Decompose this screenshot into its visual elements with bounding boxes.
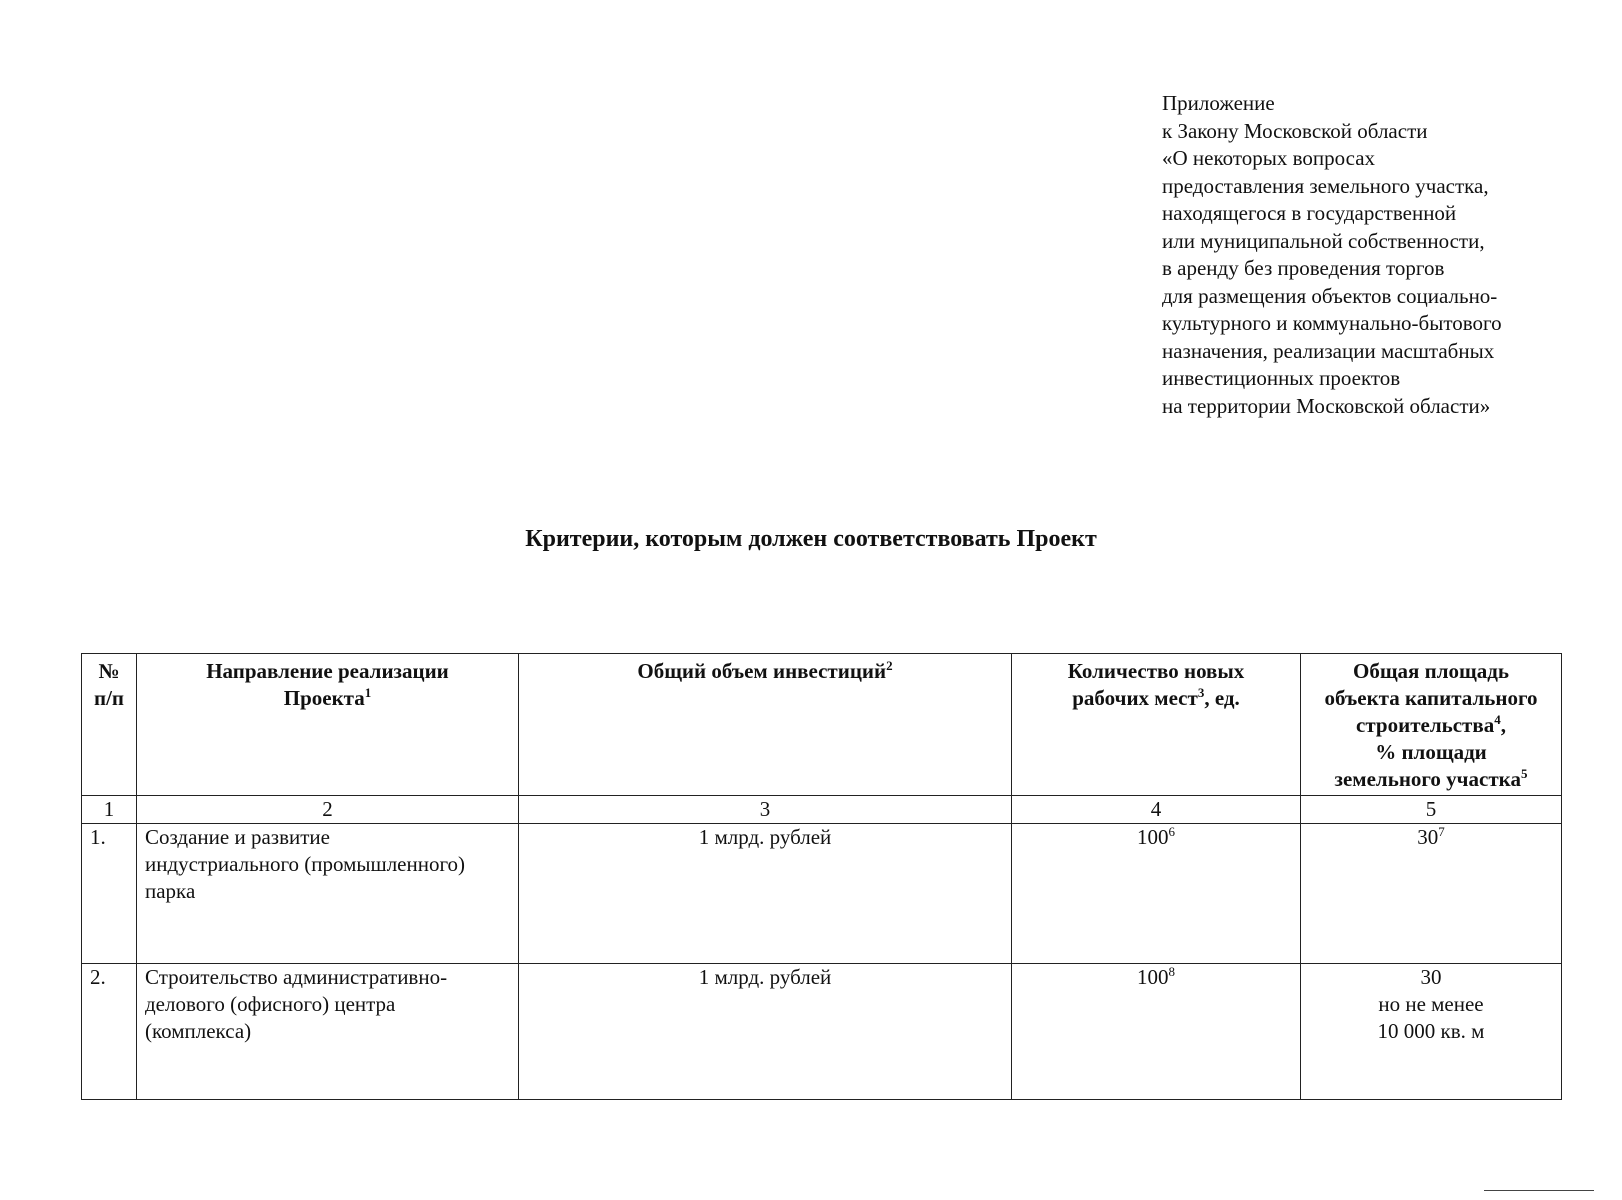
- appendix-line: назначения, реализации масштабных: [1162, 338, 1495, 363]
- header-area-line4: % площади: [1375, 740, 1487, 764]
- header-number-line2: п/п: [93, 686, 125, 710]
- header-number: [82, 654, 137, 796]
- header-area-line2: объекта капитального: [1324, 686, 1538, 710]
- header-area-comma: ,: [1500, 713, 1506, 737]
- criteria-table: [81, 653, 1562, 1100]
- row-area-line: 30: [1420, 965, 1442, 989]
- row-direction-line: делового (офисного) центра: [145, 992, 396, 1016]
- row-direction: [137, 964, 519, 1100]
- column-number: 1: [82, 796, 137, 824]
- header-area-line3: строительства: [1356, 713, 1495, 737]
- footnote-ref: 2: [886, 658, 893, 673]
- header-direction-line2: Проекта: [283, 686, 365, 710]
- header-jobs-line2: рабочих мест: [1072, 686, 1198, 710]
- row-direction-line: Создание и развитие: [145, 825, 330, 849]
- header-direction: [137, 654, 519, 796]
- appendix-line: культурного и коммунально-бытового: [1162, 311, 1502, 335]
- row-direction-line: (комплекса): [145, 1019, 252, 1043]
- document-title: Критерии, которым должен соответствовать Проект: [525, 526, 1097, 552]
- row-area: [1301, 824, 1562, 964]
- appendix-line: для размещения объектов социально-: [1162, 283, 1498, 308]
- column-number: 2: [137, 796, 519, 824]
- footnote-ref: 3: [1197, 685, 1205, 700]
- header-jobs-line1: Количество новых: [1067, 659, 1245, 683]
- row-direction: [137, 824, 519, 964]
- appendix-line: Приложение: [1162, 91, 1275, 115]
- row-area-line: но не менее: [1378, 992, 1484, 1016]
- row-direction-line: индустриального (промышленного): [145, 852, 466, 876]
- footnote-ref: 8: [1168, 964, 1175, 979]
- row-direction-line: Строительство административно-: [145, 965, 448, 989]
- appendix-line: или муниципальной собственности,: [1162, 228, 1485, 253]
- footnote-ref: 5: [1520, 766, 1528, 781]
- header-area: [1301, 654, 1562, 796]
- table-row: [82, 964, 1562, 1100]
- scan-artifact: [1484, 1190, 1594, 1193]
- appendix-block: [1162, 90, 1602, 420]
- footnote-ref: 1: [364, 685, 372, 700]
- row-area-value: 30: [1417, 825, 1439, 849]
- column-number: 5: [1301, 796, 1562, 824]
- appendix-line: находящегося в государственной: [1162, 201, 1457, 225]
- table-row: [82, 824, 1562, 964]
- appendix-line: на территории Московской области»: [1162, 393, 1491, 418]
- row-jobs: [1012, 824, 1301, 964]
- row-jobs-value: 100: [1137, 825, 1169, 849]
- appendix-line: «О некоторых вопросах: [1162, 146, 1376, 170]
- column-number: 4: [1012, 796, 1301, 824]
- row-area-line: 10 000 кв. м: [1377, 1019, 1485, 1043]
- row-number: 1.: [82, 824, 137, 964]
- header-jobs: [1012, 654, 1301, 796]
- row-area: [1301, 964, 1562, 1100]
- header-jobs-unit: , ед.: [1204, 686, 1240, 710]
- header-investment: [519, 654, 1012, 796]
- appendix-line: в аренду без проведения торгов: [1162, 256, 1445, 280]
- header-investment-label: Общий объем инвестиций: [637, 659, 887, 683]
- row-investment: 1 млрд. рублей: [519, 964, 1012, 1100]
- row-jobs-value: 100: [1137, 965, 1169, 989]
- appendix-line: инвестиционных проектов: [1162, 366, 1401, 390]
- footnote-ref: 6: [1168, 824, 1175, 839]
- row-jobs: [1012, 964, 1301, 1100]
- header-area-line5: земельного участка: [1334, 767, 1521, 791]
- appendix-line: предоставления земельного участка,: [1162, 173, 1489, 198]
- table-header-row: [82, 654, 1562, 796]
- row-investment: 1 млрд. рублей: [519, 824, 1012, 964]
- appendix-line: к Закону Московской области: [1162, 118, 1428, 143]
- header-direction-line1: Направление реализации: [206, 659, 449, 683]
- header-number-line1: №: [98, 659, 120, 683]
- row-number: 2.: [82, 964, 137, 1100]
- footnote-ref: 7: [1438, 824, 1445, 839]
- column-number-row: [82, 796, 1562, 824]
- column-number: 3: [519, 796, 1012, 824]
- header-area-line1: Общая площадь: [1352, 659, 1509, 683]
- row-direction-line: парка: [145, 879, 196, 903]
- footnote-ref: 4: [1494, 712, 1501, 727]
